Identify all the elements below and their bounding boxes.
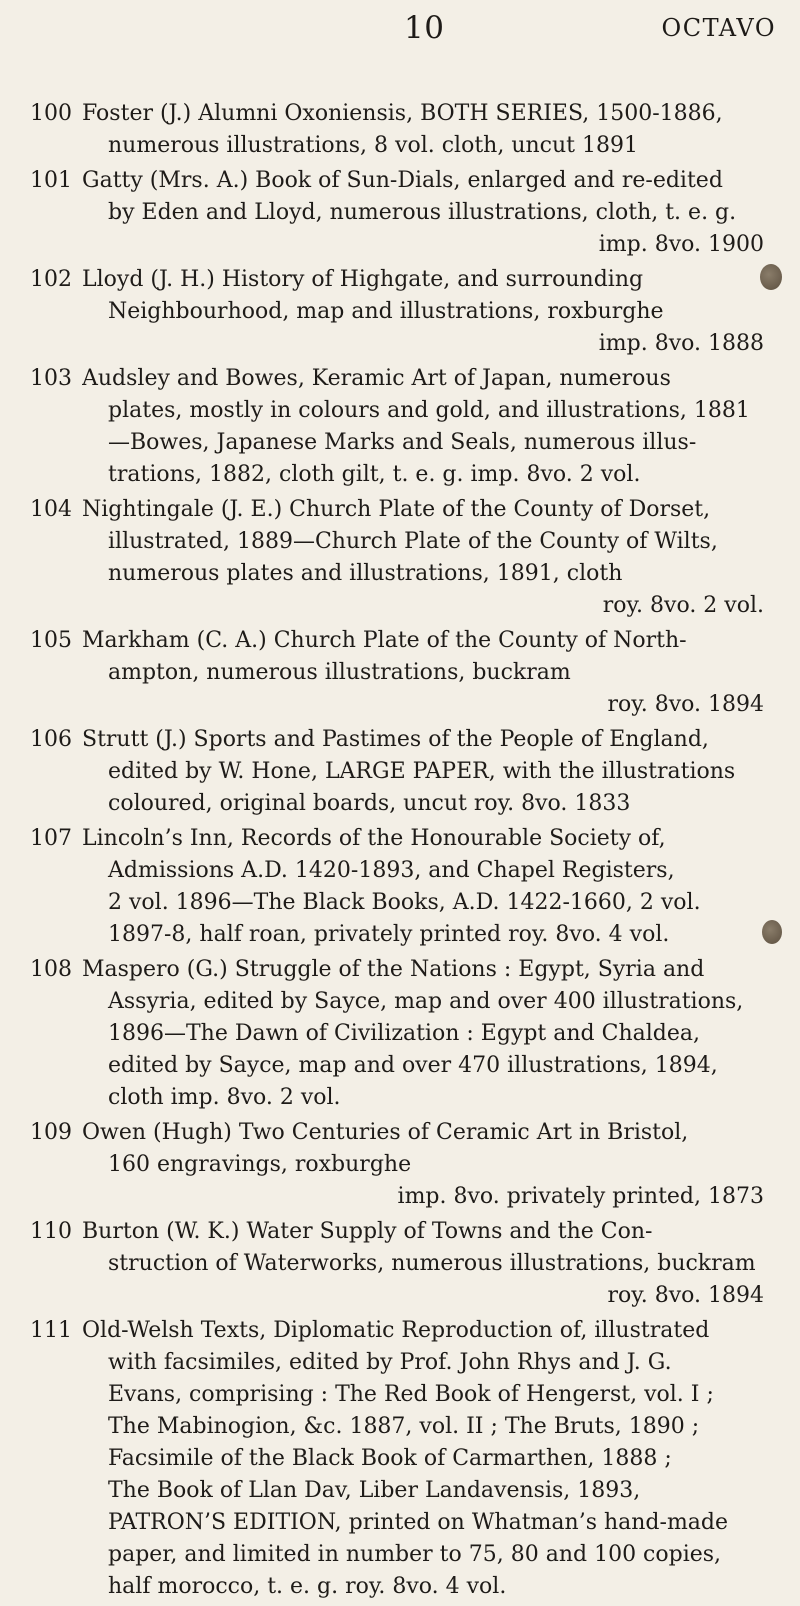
entry-line: Lloyd (J. H.) History of Highgate, and surrounding <box>82 267 644 292</box>
entry-line: Nightingale (J. E.) Church Plate of the County of Dorset, <box>82 497 711 522</box>
lot-description <box>82 625 764 721</box>
lot-number: 107 <box>30 826 72 851</box>
entry-line: numerous illustrations, 8 vol. cloth, uncut 1891 <box>108 133 638 158</box>
lot-description <box>82 1216 764 1312</box>
lot-description <box>82 1315 764 1603</box>
entry-line: edited by Sayce, map and over 470 illustrations, 1894, <box>108 1053 718 1078</box>
entry-line: imp. 8vo. privately printed, 1873 <box>397 1184 764 1209</box>
lot-number: 105 <box>30 628 72 653</box>
entry-line: 1896—The Dawn of Civilization : Egypt and Chaldea, <box>108 1021 700 1046</box>
lot-entry <box>0 724 800 820</box>
lot-description <box>82 724 764 820</box>
entry-line: Burton (W. K.) Water Supply of Towns and the Con- <box>82 1219 653 1244</box>
lot-entry <box>0 363 800 491</box>
entry-line: Old-Welsh Texts, Diplomatic Reproduction of, illustrated <box>82 1318 710 1343</box>
entry-line: roy. 8vo. 1894 <box>607 692 764 717</box>
entry-line: imp. 8vo. 1888 <box>598 331 764 356</box>
entry-line: illustrated, 1889—Church Plate of the County of Wilts, <box>108 529 718 554</box>
entry-line: ampton, numerous illustrations, buckram <box>108 660 571 685</box>
lot-number: 101 <box>30 168 72 193</box>
lot-description <box>82 165 764 261</box>
lot-description <box>82 1117 764 1213</box>
entry-line: struction of Waterworks, numerous illustrations, buckram <box>108 1251 756 1276</box>
lot-entry <box>0 264 800 360</box>
running-head: OCTAVO <box>661 14 776 42</box>
lot-description <box>82 954 764 1114</box>
lot-description <box>82 98 764 162</box>
entry-line: Facsimile of the Black Book of Carmarthen, 1888 ; <box>108 1446 672 1471</box>
lot-description <box>82 264 764 360</box>
entry-line: —Bowes, Japanese Marks and Seals, numerous illus- <box>108 430 697 455</box>
lot-number: 111 <box>30 1318 72 1343</box>
entry-line: Neighbourhood, map and illustrations, roxburghe <box>108 299 664 324</box>
page-header <box>0 10 800 50</box>
entry-line: plates, mostly in colours and gold, and illustrations, 1881 <box>108 398 750 423</box>
lot-number: 104 <box>30 497 72 522</box>
entry-line: Evans, comprising : The Red Book of Hengerst, vol. I ; <box>108 1382 714 1407</box>
lot-entry <box>0 1315 800 1603</box>
entry-line: by Eden and Lloyd, numerous illustrations, cloth, t. e. g. <box>108 200 737 225</box>
lot-description <box>82 823 764 951</box>
lot-number: 103 <box>30 366 72 391</box>
lot-description <box>82 494 764 622</box>
lot-entry <box>0 823 800 951</box>
lot-number: 109 <box>30 1120 72 1145</box>
entry-line: 160 engravings, roxburghe <box>108 1152 412 1177</box>
lot-list <box>0 98 800 1606</box>
entry-line: trations, 1882, cloth gilt, t. e. g. imp. 8vo. 2 vol. <box>108 462 641 487</box>
lot-number: 108 <box>30 957 72 982</box>
entry-line: Lincoln’s Inn, Records of the Honourable Society of, <box>82 826 666 851</box>
lot-entry <box>0 1117 800 1213</box>
entry-line: Markham (C. A.) Church Plate of the County of North- <box>82 628 687 653</box>
lot-number: 110 <box>30 1219 72 1244</box>
entry-line: roy. 8vo. 1894 <box>607 1283 764 1308</box>
page-number: 10 <box>404 10 445 46</box>
entry-line: coloured, original boards, uncut roy. 8vo. 1833 <box>108 791 631 816</box>
lot-entry <box>0 954 800 1114</box>
entry-line: Admissions A.D. 1420-1893, and Chapel Registers, <box>108 858 675 883</box>
entry-line: Maspero (G.) Struggle of the Nations : Egypt, Syria and <box>82 957 705 982</box>
lot-number: 100 <box>30 101 72 126</box>
entry-line: cloth imp. 8vo. 2 vol. <box>108 1085 341 1110</box>
lot-number: 102 <box>30 267 72 292</box>
entry-line: Foster (J.) Alumni Oxoniensis, BOTH SERIES, 1500-1886, <box>82 101 723 126</box>
lot-entry <box>0 165 800 261</box>
entry-line: Assyria, edited by Sayce, map and over 400 illustrations, <box>108 989 744 1014</box>
lot-entry <box>0 625 800 721</box>
entry-line: Audsley and Bowes, Keramic Art of Japan, numerous <box>82 366 671 391</box>
entry-line: Owen (Hugh) Two Centuries of Ceramic Art in Bristol, <box>82 1120 689 1145</box>
lot-entry <box>0 494 800 622</box>
entry-line: roy. 8vo. 2 vol. <box>602 593 764 618</box>
entry-line: imp. 8vo. 1900 <box>598 232 764 257</box>
entry-line: Strutt (J.) Sports and Pastimes of the People of England, <box>82 727 709 752</box>
entry-line: edited by W. Hone, LARGE PAPER, with the illustrations <box>108 759 736 784</box>
entry-line: half morocco, t. e. g. roy. 8vo. 4 vol. <box>108 1574 507 1599</box>
entry-line: 1897-8, half roan, privately printed roy. 8vo. 4 vol. <box>108 922 670 947</box>
lot-entry <box>0 98 800 162</box>
entry-line: 2 vol. 1896—The Black Books, A.D. 1422-1660, 2 vol. <box>108 890 701 915</box>
entry-line: The Mabinogion, &c. 1887, vol. II ; The Bruts, 1890 ; <box>108 1414 700 1439</box>
entry-line: with facsimiles, edited by Prof. John Rhys and J. G. <box>108 1350 672 1375</box>
entry-line: PATRON’S EDITION, printed on Whatman’s hand-made <box>108 1510 729 1535</box>
lot-entry <box>0 1216 800 1312</box>
entry-line: numerous plates and illustrations, 1891, cloth <box>108 561 623 586</box>
entry-line: Gatty (Mrs. A.) Book of Sun-Dials, enlarged and re-edited <box>82 168 723 193</box>
entry-line: The Book of Llan Dav, Liber Landavensis, 1893, <box>108 1478 641 1503</box>
lot-number: 106 <box>30 727 72 752</box>
lot-description <box>82 363 764 491</box>
entry-line: paper, and limited in number to 75, 80 and 100 copies, <box>108 1542 722 1567</box>
